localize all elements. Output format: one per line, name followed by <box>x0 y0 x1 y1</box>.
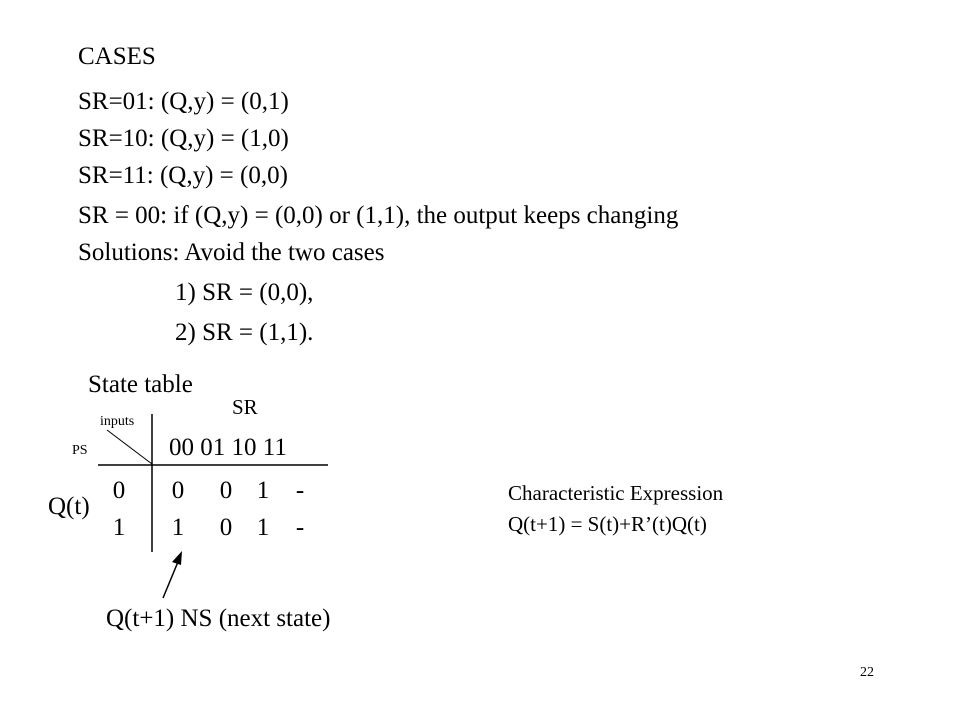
solution-item: 2) SR = (1,1). <box>175 319 314 346</box>
page-number: 22 <box>860 665 874 680</box>
cases-heading: CASES <box>78 43 156 70</box>
column-header: 00 <box>169 434 194 461</box>
column-header: 11 <box>262 434 287 461</box>
characteristic-title: Characteristic Expression <box>508 481 724 505</box>
ns-cell: 0 <box>171 477 185 504</box>
case-line: SR=10: (Q,y) = (1,0) <box>78 125 289 152</box>
ns-cell: 0 <box>219 477 233 504</box>
ns-cell: - <box>295 477 305 504</box>
sr-label: SR <box>232 395 258 419</box>
case-line: SR = 00: if (Q,y) = (0,0) or (1,1), the output keeps changing <box>78 202 679 229</box>
solutions-line: Solutions: Avoid the two cases <box>78 239 385 266</box>
next-state-annotation: Q(t+1) NS (next state) <box>106 605 331 632</box>
ps-value: 1 <box>112 514 126 541</box>
ns-cell: 0 <box>219 514 233 541</box>
row-label-qt: Q(t) <box>48 493 90 520</box>
case-line: SR=01: (Q,y) = (0,1) <box>78 88 289 115</box>
solution-item: 1) SR = (0,0), <box>175 279 314 306</box>
corner-diagonal <box>107 430 152 464</box>
column-header: 01 <box>200 434 226 461</box>
state-table-title: State table <box>88 371 193 398</box>
ps-value: 0 <box>112 477 126 504</box>
column-header: 10 <box>231 434 257 461</box>
arrow-head <box>172 551 182 565</box>
ns-cell: 1 <box>171 514 185 541</box>
ns-cell: - <box>295 514 305 541</box>
inputs-label: inputs <box>100 414 135 429</box>
characteristic-expression: Q(t+1) = S(t)+R’(t)Q(t) <box>508 512 707 536</box>
ns-cell: 1 <box>256 514 270 541</box>
case-line: SR=11: (Q,y) = (0,0) <box>78 162 288 189</box>
ns-cell: 1 <box>256 477 270 504</box>
ps-label: PS <box>72 443 88 458</box>
